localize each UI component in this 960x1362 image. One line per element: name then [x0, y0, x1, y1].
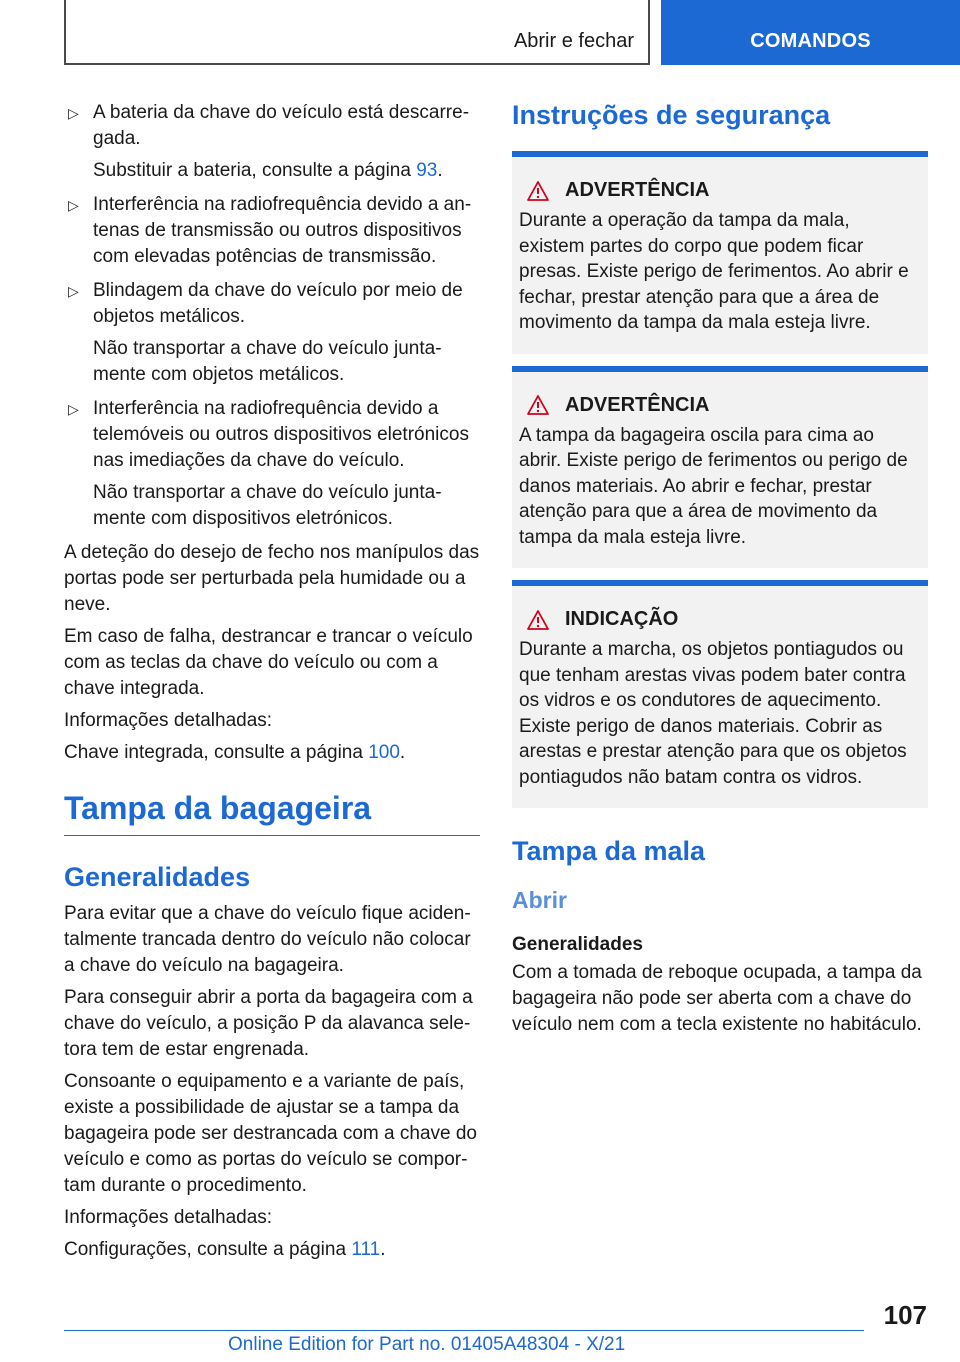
- warning-body: Durante a operação da tampa da mala, existem partes do corpo que podem ficar presas. Existe perigo de ferimentos. Ao abrir e fechar, prestar atenção para que a área de movimento da tampa da mala esteja livre.: [519, 210, 909, 333]
- list-item: [64, 192, 480, 270]
- warning-box: [512, 151, 928, 354]
- list-item-text: A bateria da chave do veículo está descarregada.: [93, 102, 470, 149]
- header-section-box: [64, 0, 650, 65]
- triangle-right-icon: ▷: [68, 197, 79, 213]
- paragraph: [64, 1237, 480, 1263]
- footer-edition: Online Edition for Part no. 01405A48304 - X/21: [228, 1334, 626, 1355]
- notice-title: [519, 608, 920, 631]
- warning-triangle-icon: [527, 395, 549, 415]
- warning-triangle-icon: [527, 610, 549, 630]
- list-item: [64, 396, 480, 532]
- list-item-text: Interferência na radiofrequência devido a telemóveis ou outros dispositivos eletrónicos nas imediações da chave do veículo.: [93, 398, 469, 471]
- page-number: 107: [883, 1300, 927, 1330]
- footer-divider: [64, 1330, 864, 1331]
- subsection-heading: Abrir: [512, 887, 567, 913]
- triangle-right-icon: ▷: [68, 283, 79, 299]
- paragraph: [64, 740, 480, 766]
- section-heading: Generalidades: [64, 862, 251, 892]
- notice-box: [512, 580, 928, 808]
- list-item-sub-end: .: [437, 160, 443, 181]
- notice-body: Durante a marcha, os objetos pontiagudos ou que tenham arestas vivas podem bater contra os vidros e os condutores de aquecimento. Existe perigo de danos materiais. Cobrir as arestas e prestar atenção para que os objetos pontiagudos não batam contra os vidros.: [519, 639, 907, 788]
- warning-title: [519, 394, 920, 417]
- warning-title: [519, 179, 920, 202]
- list-item-sub: [93, 158, 480, 184]
- chapter-heading: Tampa da bagageira: [64, 790, 480, 836]
- paragraph-end: .: [380, 1239, 386, 1260]
- page-link-111[interactable]: 111: [351, 1239, 381, 1260]
- left-column: [64, 100, 480, 1269]
- paragraph: Consoante o equipamento e a variante de país, existe a possibilidade de ajustar se a tampa da bagageira pode ser destrancada com a chave do veículo e como as portas do veículo se comportam durante o procedimento.: [64, 1071, 477, 1196]
- paragraph: Informações detalhadas:: [64, 710, 273, 731]
- warning-title-text: ADVERTÊNCIA: [565, 393, 710, 416]
- warning-title-text: ADVERTÊNCIA: [565, 179, 710, 201]
- paragraph-text: Chave integrada, consulte a página: [64, 742, 369, 763]
- paragraph: Em caso de falha, destrancar e trancar o veículo com as teclas da chave do veículo ou com a chave integrada.: [64, 626, 473, 699]
- paragraph: Com a tomada de reboque ocupada, a tampa da bagageira não pode ser aberta com a chave do veículo nem com a tecla existente no habitáculo.: [512, 962, 922, 1035]
- paragraph: Para evitar que a chave do veículo fique acidentalmente trancada dentro do veículo não colocar a chave do veículo na bagageira.: [64, 903, 471, 976]
- list-item: [64, 278, 480, 388]
- paragraph: Informações detalhadas:: [64, 1207, 273, 1228]
- list-item-text: Interferência na radiofrequência devido a antenas de transmissão ou outros dispositivos com elevadas potências de transmissão.: [93, 194, 472, 267]
- list-item-sub: Não transportar a chave do veículo juntamente com objetos metálicos.: [93, 338, 442, 385]
- header-section-title: Abrir e fechar: [513, 30, 634, 52]
- warning-body: A tampa da bagageira oscila para cima ao abrir. Existe perigo de ferimentos ou perigo de danos materiais. Ao abrir e fechar, prestar atenção para que a área de movimento da tampa da mala esteja livre.: [519, 424, 908, 548]
- list-item-sub-text: Substituir a bateria, consulte a página: [93, 160, 417, 181]
- notice-title-text: INDICAÇÃO: [565, 608, 679, 630]
- section-heading: Tampa da mala: [512, 836, 706, 866]
- triangle-right-icon: ▷: [68, 401, 79, 417]
- paragraph-text: Configurações, consulte a página: [64, 1239, 352, 1260]
- header-chapter-label: COMANDOS: [750, 30, 871, 52]
- list-item-text: Blindagem da chave do veículo por meio de objetos metálicos.: [93, 280, 463, 327]
- minor-heading: Generalidades: [512, 934, 643, 955]
- paragraph-end: .: [399, 742, 406, 763]
- paragraph: Para conseguir abrir a porta da bagageira com a chave do veículo, a posição P da alavanca seletora tem de estar engrenada.: [64, 987, 473, 1060]
- right-column: [512, 100, 928, 1044]
- list-item-sub: Não transportar a chave do veículo juntamente com dispositivos eletrónicos.: [93, 482, 442, 529]
- section-heading: Instruções de segurança: [512, 100, 831, 130]
- list-item: [64, 100, 480, 184]
- warning-box: [512, 366, 928, 569]
- warning-triangle-icon: [527, 181, 549, 201]
- page-link-100[interactable]: 100: [368, 742, 400, 763]
- paragraph: A deteção do desejo de fecho nos manípulos das portas pode ser perturbada pela humidade ou a neve.: [64, 542, 480, 615]
- cause-list: [64, 100, 480, 532]
- triangle-right-icon: ▷: [68, 105, 79, 121]
- page-link-93[interactable]: 93: [416, 160, 438, 181]
- header-chapter-tab: [661, 0, 960, 65]
